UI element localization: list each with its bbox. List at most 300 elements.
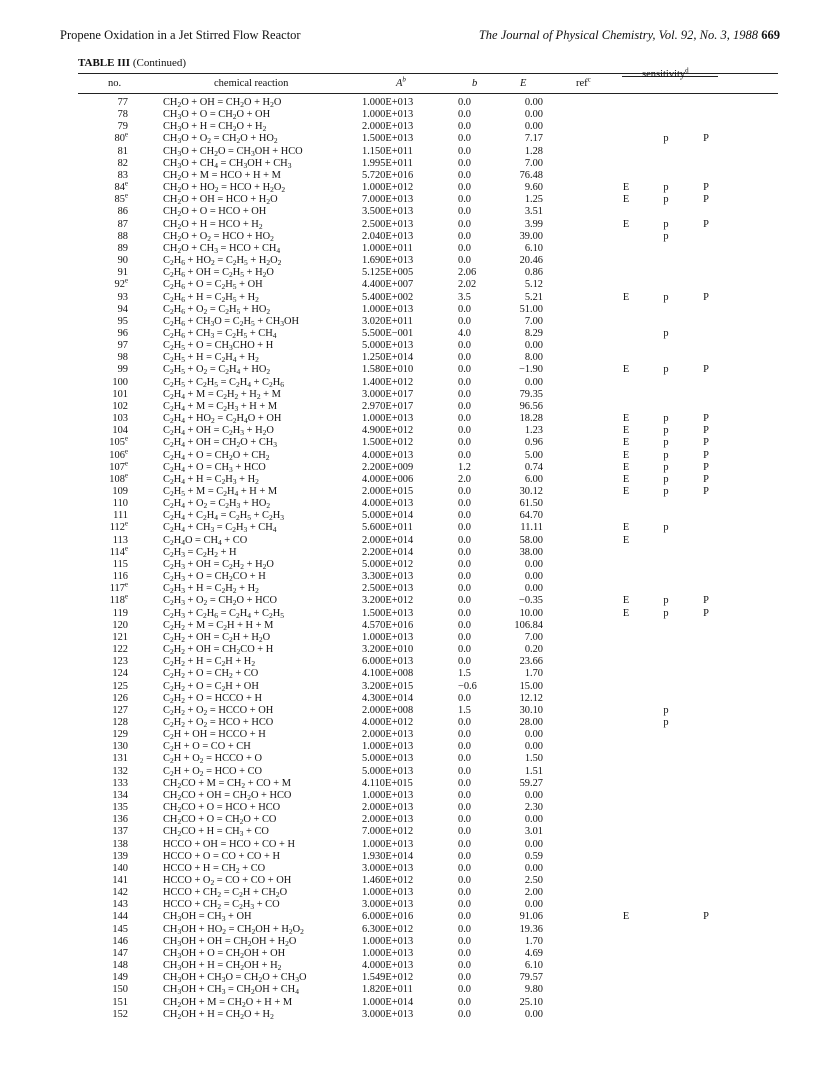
b-exponent: 0.0 (458, 875, 471, 886)
b-exponent: 0.0 (458, 303, 471, 315)
activation-energy: 0.00 (524, 814, 543, 826)
table-row (0, 911, 820, 923)
b-exponent: 0.0 (458, 960, 471, 972)
a-factor: 1.690E+013 (362, 255, 414, 267)
activation-energy: 1.25 (524, 194, 543, 206)
sensitivity-mark: p (663, 194, 669, 206)
reaction-number: 97 (117, 340, 128, 352)
chemical-reaction: $C_2H_3 = C_2H_2 + H$ (163, 546, 237, 559)
sensitivity-mark: P (703, 133, 709, 145)
sensitivity-mark: p (663, 425, 669, 437)
table-row (0, 899, 820, 911)
reaction-number: 136 (112, 814, 128, 826)
activation-energy: 30.10 (519, 704, 543, 716)
a-factor: 3.000E+013 (362, 862, 414, 874)
table-row (0, 814, 820, 826)
a-factor: 5.000E+012 (362, 558, 414, 570)
chemical-reaction: $C_2H_4 + O_2 = C_2H_3 + HO_2$ (163, 498, 271, 511)
sensitivity-mark: P (703, 595, 709, 607)
activation-energy: 1.23 (524, 425, 543, 437)
a-factor: 1.000E+013 (362, 935, 414, 947)
reaction-number: 150 (112, 984, 128, 996)
table-row (0, 133, 820, 145)
activation-energy: 9.60 (524, 182, 543, 194)
b-exponent: 0.0 (458, 911, 471, 923)
activation-energy: 0.00 (524, 862, 543, 874)
chemical-reaction: $C_2H_6 + O_2 = C_2H_5 + HO_2$ (163, 303, 271, 316)
reaction-number: 152 (112, 1008, 128, 1020)
sensitivity-mark: P (703, 425, 709, 437)
table-row (0, 1009, 820, 1021)
activation-energy: 79.35 (519, 388, 543, 400)
activation-energy: 6.10 (524, 960, 543, 972)
reaction-number: 144 (112, 911, 128, 923)
reaction-number: 122 (112, 644, 128, 656)
chemical-reaction: $C_2H_4 + C_2H_4 = C_2H_5 + C_2H_3$ (163, 510, 284, 523)
a-factor: 4.000E+012 (362, 716, 414, 728)
reaction-number: 108e (109, 471, 128, 485)
chemical-reaction: $CH_2CO + O$ = HCO + HCO (163, 802, 281, 815)
sensitivity-mark: p (663, 595, 669, 607)
table-row (0, 960, 820, 972)
chemical-reaction: $CH_3O + O_2 = CH_2O + HO_2$ (163, 133, 278, 146)
activation-energy: 2.00 (524, 887, 543, 899)
sensitivity-mark: E (622, 449, 630, 461)
table-row (0, 121, 820, 133)
a-factor: 2.000E+014 (362, 534, 414, 546)
table-row (0, 778, 820, 790)
reaction-number: 119 (112, 607, 128, 619)
table-row (0, 191, 820, 207)
chemical-reaction: $CH_2O + O$ = HCO + OH (163, 206, 267, 219)
reaction-number: 129 (112, 729, 128, 741)
activation-energy: 8.00 (524, 352, 543, 364)
b-exponent: 3.5 (458, 291, 471, 303)
reaction-number: 91 (117, 267, 128, 279)
reaction-number: 138 (112, 838, 128, 850)
b-exponent: 0.0 (458, 850, 471, 862)
reaction-number: 135 (112, 802, 128, 814)
table-row (0, 401, 820, 413)
table-row (0, 471, 820, 486)
sensitivity-mark: P (703, 473, 709, 485)
activation-energy: 61.50 (519, 498, 543, 510)
activation-energy: 23.66 (519, 656, 543, 668)
b-exponent: 0.0 (458, 364, 471, 376)
chemical-reaction: $C_2H_2 + O_2$ = HCCO + OH (163, 704, 274, 717)
a-factor: 4.000E+013 (362, 960, 414, 972)
b-exponent: 0.0 (458, 315, 471, 327)
activation-energy: 0.86 (524, 267, 543, 279)
activation-energy: 58.00 (519, 534, 543, 546)
activation-energy: 7.00 (524, 631, 543, 643)
a-factor: 1.000E+013 (362, 413, 414, 425)
chemical-reaction: $C_2H_5 + H = C_2H_4 + H_2$ (163, 352, 259, 365)
activation-energy: 0.96 (524, 437, 543, 449)
activation-energy: 0.00 (524, 121, 543, 133)
reaction-number: 101 (112, 388, 128, 400)
b-exponent: 0.0 (458, 789, 471, 801)
table-row (0, 535, 820, 547)
chemical-reaction: $C_2H_4$ + OH = $C_2H_3 + H_2O$ (163, 425, 274, 438)
b-exponent: 0.0 (458, 644, 471, 656)
b-exponent: −0.6 (458, 680, 477, 692)
sensitivity-mark: E (622, 473, 630, 485)
chemical-reaction: $CH_2CO + H = CH_3$ + CO (163, 826, 269, 839)
reaction-number: 100 (112, 376, 128, 388)
b-exponent: 0.0 (458, 400, 471, 412)
chemical-reaction: $CH_2O + CH_3$ = HCO + $CH_4$ (163, 242, 281, 255)
table-row (0, 972, 820, 984)
b-exponent: 0.0 (458, 753, 471, 765)
reaction-number: 116 (112, 571, 128, 583)
a-factor: 7.000E+013 (362, 194, 414, 206)
chemical-reaction: $C_2H_4 + H = C_2H_3 + H_2$ (163, 473, 259, 486)
sensitivity-mark: p (663, 486, 669, 497)
sensitivity-mark: P (703, 218, 709, 230)
sensitivity-mark: E (622, 607, 630, 619)
a-factor: 4.000E+013 (362, 449, 414, 461)
page-number: 669 (761, 28, 780, 42)
activation-energy: 12.12 (519, 692, 543, 704)
chemical-reaction: HCCO + $CH_2 = C_2H_3$ + CO (163, 899, 280, 912)
chemical-reaction: HCCO + OH = HCO + CO + H (163, 838, 295, 850)
b-exponent: 0.0 (458, 826, 471, 838)
chemical-reaction: $CH_2OH + M = CH_2O + H + M$ (163, 996, 293, 1009)
a-factor: 4.000E+006 (362, 473, 414, 485)
chemical-reaction: $C_2H_2 + O = CH_2$ + CO (163, 668, 259, 681)
chemical-reaction: $C_2H$ + OH = HCCO + H (163, 729, 266, 742)
b-exponent: 0.0 (458, 510, 471, 522)
reaction-number: 132 (112, 765, 128, 777)
reaction-number: 81 (117, 145, 128, 157)
reaction-number: 99 (117, 364, 128, 376)
reaction-number: 106e (109, 447, 128, 461)
a-factor: 1.000E+013 (362, 789, 414, 801)
sensitivity-mark: E (622, 461, 630, 473)
b-exponent: 0.0 (458, 437, 471, 449)
a-factor: 7.000E+012 (362, 826, 414, 838)
reaction-number: 147 (112, 947, 128, 959)
b-exponent: 0.0 (458, 984, 471, 996)
activation-energy: 3.01 (524, 826, 543, 838)
chemical-reaction: $C_2H + O_2$ = HCCO + O (163, 753, 262, 766)
chemical-reaction: $C_2H_5 + O_2 = C_2H_4 + HO_2$ (163, 364, 271, 377)
reaction-number: 137 (112, 826, 128, 838)
a-factor: 1.000E+014 (362, 996, 414, 1008)
reaction-number: 128 (112, 716, 128, 728)
chemical-reaction: $C_2H_2 + O = C_2H$ + OH (163, 680, 259, 693)
activation-energy: 20.46 (519, 255, 543, 267)
sensitivity-mark: E (622, 437, 630, 449)
a-factor: 4.900E+012 (362, 425, 414, 437)
activation-energy: 5.21 (524, 291, 543, 303)
b-exponent: 0.0 (458, 777, 471, 789)
chemical-reaction: $C_2H_2 + H = C_2H + H_2$ (163, 656, 256, 669)
a-factor: 4.570E+016 (362, 619, 414, 631)
a-factor: 6.000E+013 (362, 656, 414, 668)
activation-energy: 38.00 (519, 546, 543, 558)
table-row (0, 179, 820, 195)
chemical-reaction: $C_2H_4 + O = CH_2O + CH_2$ (163, 449, 270, 462)
b-exponent: 0.0 (458, 802, 471, 814)
b-exponent: 0.0 (458, 935, 471, 947)
table-row (0, 839, 820, 851)
sensitivity-mark: E (622, 182, 630, 194)
sensitivity-mark: P (703, 194, 709, 206)
sensitivity-mark: E (622, 534, 630, 546)
chemical-reaction: $C_2H_2 + M = C_2H + H + M$ (163, 619, 274, 632)
b-exponent: 0.0 (458, 631, 471, 643)
reaction-number: 124 (112, 668, 128, 680)
chemical-reaction: $CH_3O + H = CH_2O + H_2$ (163, 121, 267, 134)
b-exponent: 0.0 (458, 887, 471, 899)
sensitivity-mark: p (663, 704, 669, 716)
chemical-reaction: $CH_3OH = CH_3$ + OH (163, 911, 252, 924)
sensitivity-mark: E (622, 364, 630, 376)
activation-energy: 3.99 (524, 218, 543, 230)
activation-energy: 1.28 (524, 145, 543, 157)
b-exponent: 0.0 (458, 522, 471, 534)
a-factor: 2.200E+009 (362, 461, 414, 473)
table-row (0, 340, 820, 352)
a-factor: 5.500E−001 (362, 327, 414, 339)
sensitivity-mark: p (663, 607, 669, 619)
b-exponent: 0.0 (458, 1008, 471, 1020)
b-exponent: 0.0 (458, 619, 471, 631)
chemical-reaction: $CH_3OH + HO_2 = CH_2OH + H_2O_2$ (163, 923, 304, 936)
reaction-number: 131 (112, 753, 128, 765)
activation-energy: 0.00 (524, 729, 543, 741)
b-exponent: 0.0 (458, 972, 471, 984)
header-e: E (520, 78, 527, 89)
activation-energy: 0.00 (524, 571, 543, 583)
b-exponent: 0.0 (458, 145, 471, 157)
sensitivity-mark: E (622, 595, 630, 607)
table-row (0, 292, 820, 304)
activation-energy: 0.74 (524, 461, 543, 473)
activation-energy: 59.27 (519, 777, 543, 789)
table-row (0, 753, 820, 765)
table-row (0, 377, 820, 389)
a-factor: 1.400E+012 (362, 376, 414, 388)
chemical-reaction: $C_2H_6 + HO_2 = C_2H_5 + H_2O_2$ (163, 255, 282, 268)
a-factor: 1.000E+013 (362, 947, 414, 959)
sensitivity-mark: p (663, 230, 669, 242)
sensitivity-mark: E (622, 486, 630, 497)
activation-energy: 2.30 (524, 802, 543, 814)
activation-energy: 0.00 (524, 97, 543, 108)
chemical-reaction: $CH_3OH + CH_3 = CH_2OH + CH_4$ (163, 984, 299, 997)
a-factor: 3.500E+013 (362, 206, 414, 218)
a-factor: 5.000E+013 (362, 753, 414, 765)
table-row (0, 447, 820, 462)
a-factor: 1.000E+013 (362, 97, 414, 108)
activation-energy: 0.00 (524, 376, 543, 388)
reaction-number: 126 (112, 692, 128, 704)
b-exponent: 0.0 (458, 230, 471, 242)
b-exponent: 0.0 (458, 157, 471, 169)
a-factor: 1.150E+011 (362, 145, 413, 157)
reaction-number: 94 (117, 303, 128, 315)
reaction-number: 140 (112, 862, 128, 874)
reaction-number: 105e (109, 434, 128, 449)
b-exponent: 0.0 (458, 607, 471, 619)
table-row (0, 924, 820, 936)
sensitivity-mark: p (663, 218, 669, 230)
b-exponent: 0.0 (458, 546, 471, 558)
chemical-reaction: $C_2H_4 + M = C_2H_3 + H + M$ (163, 400, 278, 413)
b-exponent: 0.0 (458, 765, 471, 777)
table-row (0, 717, 820, 729)
b-exponent: 1.2 (458, 461, 471, 473)
a-factor: 2.000E+008 (362, 704, 414, 716)
table-row (0, 571, 820, 583)
sensitivity-mark: p (663, 327, 669, 339)
activation-energy: 7.17 (524, 133, 543, 145)
a-factor: 5.000E+014 (362, 510, 414, 522)
b-exponent: 0.0 (458, 218, 471, 230)
b-exponent: 0.0 (458, 814, 471, 826)
sensitivity-mark: E (622, 413, 630, 425)
chemical-reaction: $C_2H_2 + O_2$ = HCO + HCO (163, 716, 274, 729)
sensitivity-mark: p (663, 133, 669, 145)
table-row (0, 863, 820, 875)
table-row (0, 434, 820, 450)
b-exponent: 0.0 (458, 133, 471, 145)
activation-energy: −1.90 (518, 364, 543, 376)
activation-energy: 64.70 (519, 510, 543, 522)
chemical-reaction: $C_2H_5 + O = CH_3CHO + H$ (163, 340, 274, 353)
reaction-number: 148 (112, 960, 128, 972)
activation-energy: 79.57 (519, 972, 543, 984)
journal-citation: The Journal of Physical Chemistry, Vol. 92, No. 3, 1988 (478, 28, 758, 42)
chemical-reaction: $C_2H_5 + M = C_2H_4 + H + M$ (163, 486, 278, 498)
activation-energy: 19.36 (519, 923, 543, 935)
table-row (0, 632, 820, 644)
a-factor: 1.000E+013 (362, 741, 414, 753)
table-row (0, 790, 820, 802)
table-row (0, 936, 820, 948)
sensitivity-mark: P (703, 437, 709, 449)
activation-energy: 0.59 (524, 850, 543, 862)
table-row (0, 158, 820, 170)
chemical-reaction: $C_2H_4$ + OH = $CH_2O + CH_3$ (163, 437, 278, 450)
activation-energy: 0.00 (524, 789, 543, 801)
running-title: Propene Oxidation in a Jet Stirred Flow Reactor (60, 28, 301, 42)
a-factor: 6.000E+016 (362, 911, 414, 923)
reaction-number: 77 (117, 97, 128, 108)
b-exponent: 1.5 (458, 704, 471, 716)
chemical-reaction: $CH_2O + M$ = HCO + H + M (163, 169, 281, 182)
b-exponent: 0.0 (458, 109, 471, 121)
chemical-reaction: $C_2H + O_2$ = HCO + CO (163, 765, 262, 778)
table-row (0, 741, 820, 753)
table-row (0, 544, 820, 559)
a-factor: 1.500E+013 (362, 607, 414, 619)
table-header-rule (78, 93, 778, 94)
chemical-reaction: $CH_3O + CH_2O = CH_3OH$ + HCO (163, 145, 303, 158)
sensitivity-mark: p (663, 182, 669, 194)
reaction-number: 114e (109, 544, 128, 558)
activation-energy: 0.00 (524, 838, 543, 850)
table-row (0, 206, 820, 218)
reaction-number: 151 (112, 996, 128, 1008)
table-row (0, 522, 820, 534)
sensitivity-mark: p (663, 437, 669, 449)
table-row (0, 875, 820, 887)
b-exponent: 0.0 (458, 571, 471, 583)
reaction-number: 143 (112, 899, 128, 911)
chemical-reaction: $CH_2O + H$ = HCO + $H_2$ (163, 218, 263, 231)
table-row (0, 620, 820, 632)
activation-energy: 18.28 (519, 413, 543, 425)
activation-energy: 0.00 (524, 340, 543, 352)
sensitivity-mark: E (622, 194, 630, 206)
a-factor: 5.400E+002 (362, 291, 414, 303)
table-row (0, 559, 820, 571)
header-no: no. (108, 78, 122, 89)
b-exponent: 2.02 (458, 279, 477, 291)
reaction-number: 96 (117, 327, 128, 339)
table-row (0, 729, 820, 741)
b-exponent: 0.0 (458, 242, 471, 254)
activation-energy: 9.80 (524, 984, 543, 996)
table-row (0, 316, 820, 328)
reaction-number: 83 (117, 169, 128, 181)
reaction-number: 93 (117, 291, 128, 303)
reaction-number: 130 (112, 741, 128, 753)
activation-energy: 51.00 (519, 303, 543, 315)
chemical-reaction: $C_2H_3 + C_2H_6 = C_2H_4 + C_2H_5$ (163, 607, 284, 620)
b-exponent: 0.0 (458, 947, 471, 959)
a-factor: 2.970E+017 (362, 400, 414, 412)
sensitivity-mark: p (663, 522, 669, 534)
reaction-number: 102 (112, 400, 128, 412)
chemical-reaction: $C_2H_3 + O = CH_2CO + H$ (163, 571, 266, 584)
chemical-reaction: $CH_2O + O_2$ = HCO + $HO_2$ (163, 230, 274, 243)
chemical-reaction: $C_2H_3$ + OH = $C_2H_2 + H_2O$ (163, 558, 274, 571)
b-exponent: 0.0 (458, 169, 471, 181)
reaction-number: 113 (112, 534, 128, 546)
activation-energy: 10.00 (519, 607, 543, 619)
reaction-number: 117e (109, 580, 128, 595)
sensitivity-mark: P (703, 364, 709, 376)
sensitivity-mark: E (622, 425, 630, 437)
a-factor: 2.040E+013 (362, 230, 414, 242)
a-factor: 3.020E+011 (362, 315, 413, 327)
chemical-reaction: $CH_2OH + H = CH_2O + H_2$ (163, 1008, 274, 1021)
table-row (0, 705, 820, 717)
reaction-number: 78 (117, 109, 128, 121)
activation-energy: 4.69 (524, 947, 543, 959)
sensitivity-mark: P (703, 911, 709, 923)
table-row (0, 984, 820, 996)
sensitivity-mark: p (663, 473, 669, 485)
table-row (0, 219, 820, 231)
a-factor: 1.000E+012 (362, 182, 414, 194)
a-factor: 2.000E+015 (362, 486, 414, 497)
b-exponent: 0.0 (458, 996, 471, 1008)
chemical-reaction: $CH_2CO + M = CH_2$ + CO + M (163, 777, 291, 790)
reaction-number: 86 (117, 206, 128, 218)
activation-energy: 0.00 (524, 558, 543, 570)
activation-energy: 0.00 (524, 741, 543, 753)
b-exponent: 0.0 (458, 899, 471, 911)
table-row (0, 413, 820, 425)
b-exponent: 0.0 (458, 741, 471, 753)
a-factor: 2.000E+013 (362, 802, 414, 814)
